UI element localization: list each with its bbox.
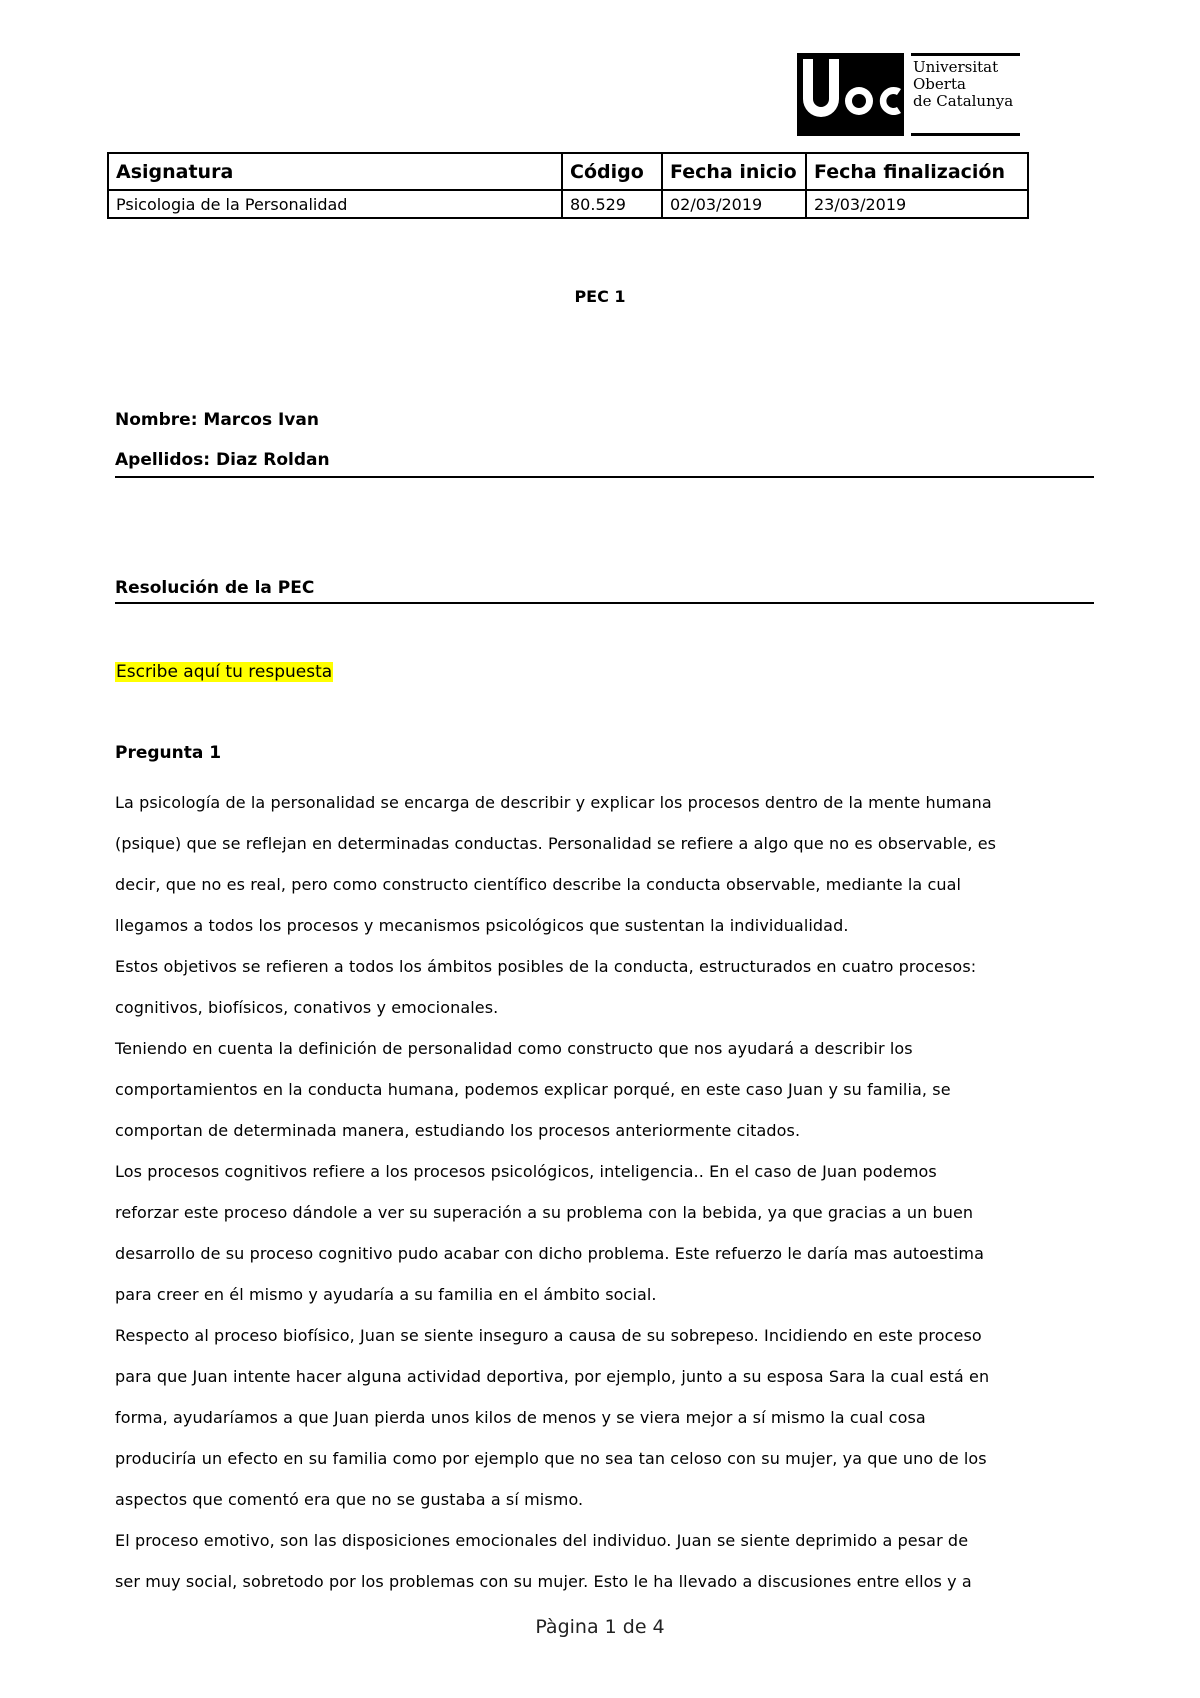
- subject-info-table: [107, 152, 1029, 219]
- body-line: produciría un efecto en su familia como por ejemplo que no sea tan celoso con su mujer, ya que uno de los: [115, 1449, 987, 1468]
- body-line: decir, que no es real, pero como constructo científico describe la conducta observable, mediante la cual: [115, 875, 962, 894]
- body-line: La psicología de la personalidad se encarga de describir y explicar los procesos dentro de la mente humana: [115, 793, 992, 812]
- answer-body: [115, 782, 1100, 1602]
- cell-fecha-finalizacion: 23/03/2019: [806, 190, 1028, 218]
- body-line: para creer en él mismo y ayudaría a su familia en el ámbito social.: [115, 1285, 657, 1304]
- resolution-heading: Resolución de la PEC: [115, 578, 315, 598]
- header-fecha-inicio: Fecha inicio: [662, 153, 806, 190]
- body-line: para que Juan intente hacer alguna actividad deportiva, por ejemplo, junto a su esposa Sara la cual está en: [115, 1367, 990, 1386]
- logo-rule-top: [911, 53, 1020, 56]
- body-line: comportamientos en la conducta humana, podemos explicar porqué, en este caso Juan y su familia, se: [115, 1080, 951, 1099]
- instruction-highlight: Escribe aquí tu respuesta: [116, 662, 333, 682]
- student-surname: Apellidos: Diaz Roldan: [115, 450, 330, 470]
- divider: [115, 476, 1094, 478]
- body-line: cognitivos, biofísicos, conativos y emocionales.: [115, 998, 499, 1017]
- document-title: PEC 1: [574, 287, 626, 306]
- table-row: [108, 190, 1028, 218]
- body-line: El proceso emotivo, son las disposiciones emocionales del individuo. Juan se siente deprimido a pesar de: [115, 1531, 969, 1550]
- body-line: Respecto al proceso biofísico, Juan se siente inseguro a causa de su sobrepeso. Incidiendo en este proceso: [115, 1326, 982, 1345]
- cell-asignatura: Psicologia de la Personalidad: [108, 190, 562, 218]
- logo-university-name: Universitat Oberta de Catalunya: [913, 58, 1014, 110]
- body-line: Los procesos cognitivos refiere a los procesos psicológicos, inteligencia.. En el caso de Juan podemos: [115, 1162, 937, 1181]
- body-line: forma, ayudaríamos a que Juan pierda unos kilos de menos y se viera mejor a sí mismo la cual cosa: [115, 1408, 926, 1427]
- student-name: Nombre: Marcos Ivan: [115, 410, 319, 430]
- header-codigo: Código: [562, 153, 662, 190]
- body-line: Estos objetivos se refieren a todos los ámbitos posibles de la conducta, estructurados en cuatro procesos:: [115, 957, 977, 976]
- divider: [115, 602, 1094, 604]
- header-fecha-finalizacion: Fecha finalización: [806, 153, 1028, 190]
- logo-rule-bottom: [911, 133, 1020, 136]
- cell-codigo: 80.529: [562, 190, 662, 218]
- body-line: reforzar este proceso dándole a ver su superación a su problema con la bebida, ya que gracias a un buen: [115, 1203, 974, 1222]
- body-line: Teniendo en cuenta la definición de personalidad como constructo que nos ayudará a describir los: [115, 1039, 913, 1058]
- uoc-logo-mark: [797, 53, 904, 136]
- body-line: comportan de determinada manera, estudiando los procesos anteriormente citados.: [115, 1121, 801, 1140]
- table-header-row: [108, 153, 1028, 190]
- body-line: (psique) que se reflejan en determinadas conductas. Personalidad se refiere a algo que no es observable, es: [115, 834, 997, 853]
- body-line: aspectos que comentó era que no se gustaba a sí mismo.: [115, 1490, 584, 1509]
- body-line: desarrollo de su proceso cognitivo pudo acabar con dicho problema. Este refuerzo le daría mas autoestima: [115, 1244, 984, 1263]
- question-title: Pregunta 1: [115, 743, 222, 763]
- page-number-footer: Pàgina 1 de 4: [535, 1616, 665, 1638]
- uoc-logo: [797, 53, 1020, 136]
- header-asignatura: Asignatura: [108, 153, 562, 190]
- cell-fecha-inicio: 02/03/2019: [662, 190, 806, 218]
- body-line: ser muy social, sobretodo por los problemas con su mujer. Esto le ha llevado a discusiones entre ellos y a: [115, 1572, 972, 1591]
- body-line: llegamos a todos los procesos y mecanismos psicológicos que sustentan la individualidad.: [115, 916, 849, 935]
